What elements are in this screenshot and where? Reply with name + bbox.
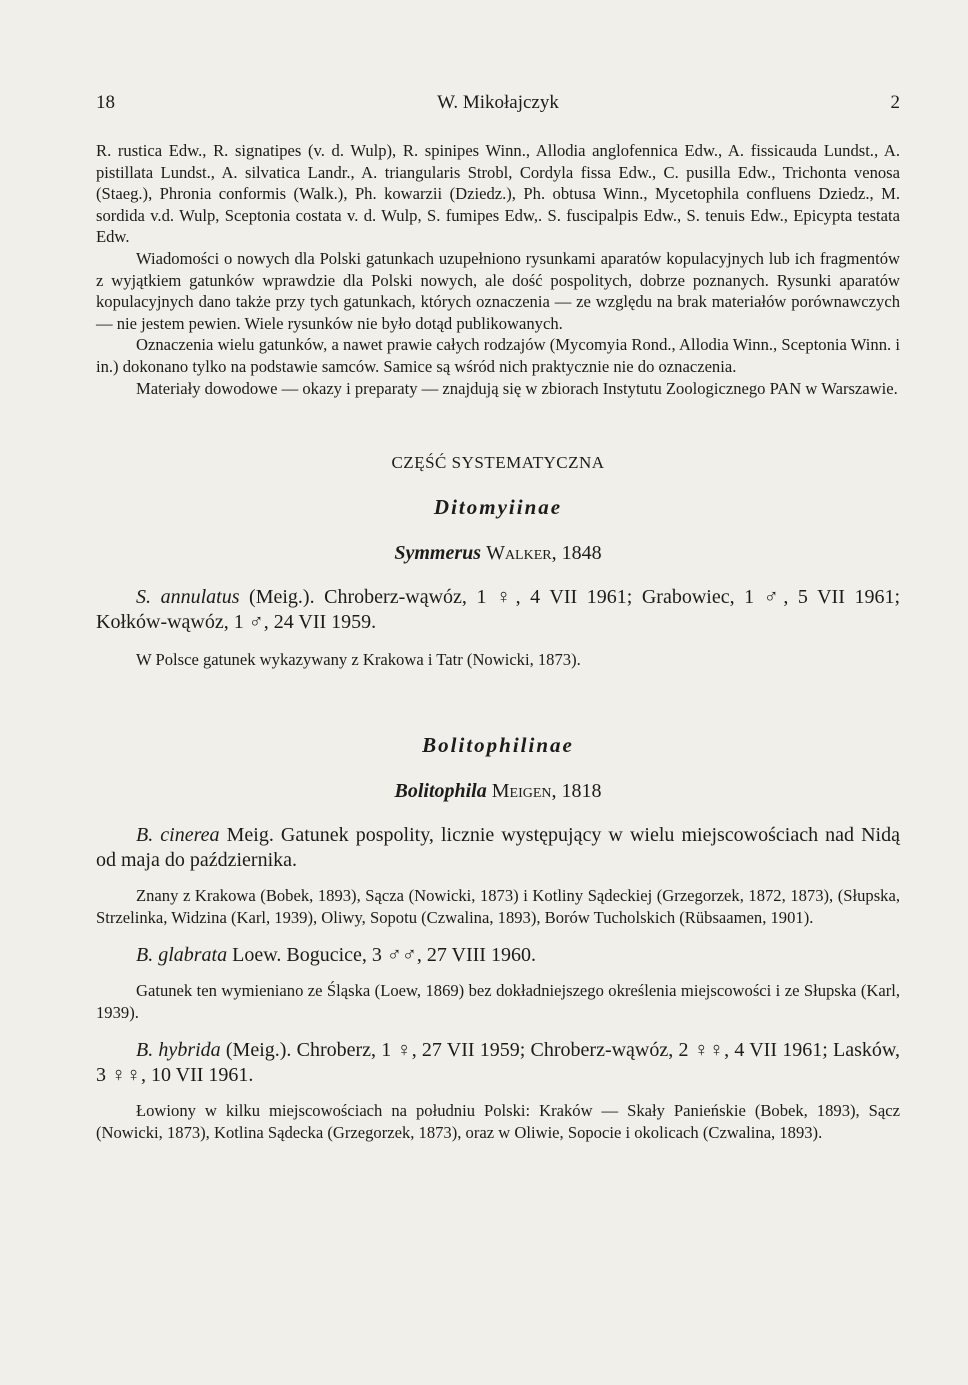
genus-author: Meigen <box>491 780 552 803</box>
paragraph-materials: Materiały dowodowe — okazy i preparaty — znajdują się w zbiorach Instytutu Zoologicznego PAN w Warszawie. <box>136 378 898 398</box>
genus-year: , 1848 <box>551 542 602 565</box>
running-header <box>96 92 900 122</box>
species-entry-glabrata <box>96 943 900 968</box>
species-name: B. glabrata <box>136 944 228 967</box>
main-text <box>96 140 900 1144</box>
species-note-annulatus: W Polsce gatunek wykazywany z Krakowa i Tatr (Nowicki, 1873). <box>136 650 581 670</box>
species-entry-cinerea <box>96 823 900 873</box>
species-note-hybrida: Łowiony w kilku miejscowościach na południu Polski: Kraków — Skały Panieńskie (Bobek, 1893), Sącz (Nowicki, 1873), Kotlina Sądecka (Grzegorzek, 1873), oraz w Oliwie, Sopocie i okolicach (Czwalina, 1893). <box>96 1101 900 1143</box>
page-number: 18 <box>96 92 115 113</box>
species-list-paragraph: R. rustica Edw., R. signatipes (v. d. Wulp), R. spinipes Winn., Allodia anglofennica Edw., A. fissicauda Lundst., A. pistillata Lundst., A. silvatica Landr., A. triangularis Strobl, Cordyla fissa Edw., C. pusilla Edw., Trichonta venosa (Staeg.), Phronia conformis (Walk.), Ph. kowarzii (Dziedz.), Ph. obtusa Winn., Mycetophila confluens Dziedz., M. sordida v.d. Wulp, Sceptonia costata v. d. Wulp, S. fumipes Edw,. S. fuscipalpis Edw., S. tenuis Edw., Epicypta testata Edw. <box>96 141 900 247</box>
species-records: (Meig.). Chroberz-wąwóz, 1 ♀, 4 VII 1961; Grabowiec, 1 ♂, 5 VII 1961; Kołków-wąwóz, 1 ♂, 24 VII 1959. <box>96 586 901 634</box>
genus-heading-symmerus <box>96 542 900 565</box>
subfamily-heading-ditomyiinae: Ditomyiinae <box>433 495 563 520</box>
genus-year: , 1818 <box>551 780 602 803</box>
genus-heading-bolitophila <box>96 780 900 803</box>
species-note-glabrata: Gatunek ten wymieniano ze Śląska (Loew, 1869) bez dokładniejszego określenia miejscowości i ze Słupska (Karl, 1939). <box>96 981 900 1023</box>
genus-name: Symmerus <box>394 542 482 565</box>
species-name: B. cinerea <box>136 824 220 847</box>
species-entry-hybrida <box>96 1038 900 1088</box>
species-name: S. annulatus <box>136 586 240 609</box>
species-note-cinerea: Znany z Krakowa (Bobek, 1893), Sącza (Nowicki, 1873) i Kotliny Sądeckiej (Grzegorzek, 1872, 1873), (Słupska, Strzelinka, Widzina (Karl, 1939), Oliwy, Sopotu (Czwalina, 1893), Borów Tucholskich (Rübsaamen, 1901). <box>96 886 900 928</box>
species-records: (Meig.). Chroberz, 1 ♀, 27 VII 1959; Chroberz-wąwóz, 2 ♀♀, 4 VII 1961; Lasków, 3 ♀♀, 10 VII 1961. <box>96 1039 900 1087</box>
species-records: Meig. Gatunek pospolity, licznie występujący w wielu miejscowościach nad Nidą od maja do października. <box>96 824 900 872</box>
paragraph-identification: Oznaczenia wielu gatunków, a nawet prawie całych rodzajów (Mycomyia Rond., Allodia Winn., Sceptonia Winn. i in.) dokonano tylko na podstawie samców. Samice są wśród nich praktycznie nie do oznaczenia. <box>96 335 900 376</box>
species-name: B. hybrida <box>136 1039 221 1062</box>
species-entry-annulatus <box>96 585 900 635</box>
subfamily-heading-bolitophilinae: Bolitophilinae <box>422 733 574 758</box>
paragraph-drawings: Wiadomości o nowych dla Polski gatunkach uzupełniono rysunkami aparatów kopulacyjnych lub ich fragmentów z wyjątkiem gatunków wprawdzie dla Polski nowych, ale dość pospolitych, dobrze poznanych. Rysunki aparatów kopulacyjnych dano także przy tych gatunkach, których oznaczenia — ze względu na brak materiałów porównawczych — nie jestem pewien. Wiele rysunków nie było dotąd publikowanych. <box>96 248 900 333</box>
running-title: W. Mikołajczyk <box>437 92 559 113</box>
genus-name: Bolitophila <box>394 780 487 803</box>
volume-number: 2 <box>890 92 900 113</box>
species-records: Loew. Bogucice, 3 ♂♂, 27 VIII 1960. <box>227 944 536 967</box>
section-heading: CZĘŚĆ SYSTEMATYCZNA <box>391 453 605 473</box>
genus-author: Walker <box>486 542 552 565</box>
